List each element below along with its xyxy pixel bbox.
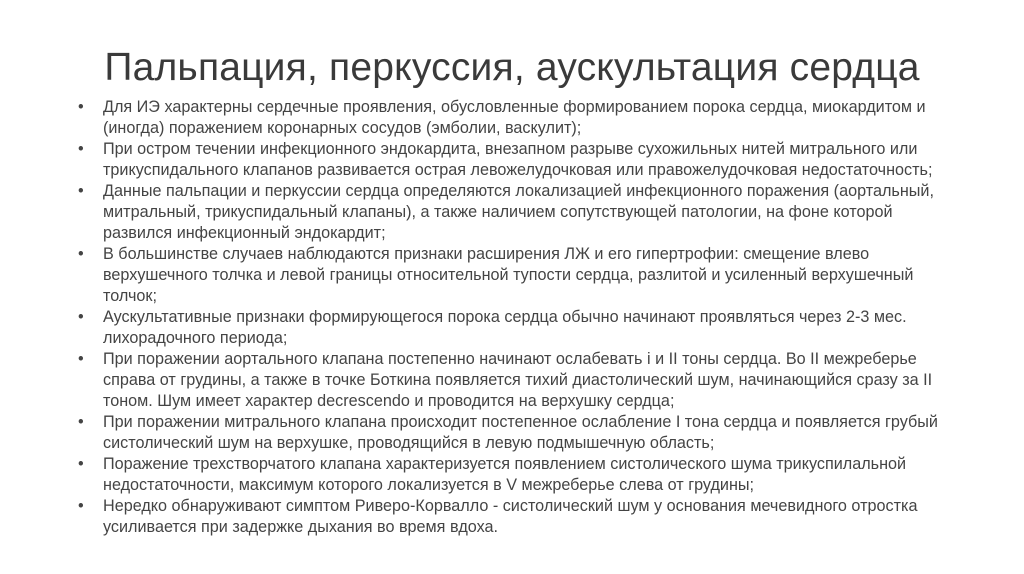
bullet-item: • Данные пальпации и перкуссии сердца определяются локализацией инфекционного поражения (аортальный, митральный, трикуспидальный клапаны), а также наличием сопутствующей патологии, на фоне которой развился инфекционный эндокардит; (78, 181, 948, 244)
bullet-item: • При остром течении инфекционного эндокардита, внезапном разрыве сухожильных нитей митрального или трикуспидального клапанов развивается острая левожелудочковая или правожелудочковая недостаточность; (78, 139, 948, 181)
bullet-item: • При поражении митрального клапана происходит постепенное ослабление I тона сердца и появляется грубый систолический шум на верхушке, проводящийся в левую подмышечную область; (78, 412, 948, 454)
bullet-item: • При поражении аортального клапана постепенно начинают ослабевать і и II тоны сердца. Во II межреберье справа от грудины, а также в точке Боткина появляется тихий диастолический шум, начинающийся сразу за II тоном. Шум имеет характер decrescendo и проводится на верхушку сердца; (78, 349, 948, 412)
bullet-item: • Нередко обнаруживают симптом Риверо-Корвалло - систолический шум у основания мечевидного отростка усиливается при задержке дыхания во время вдоха. (78, 496, 948, 538)
bullet-item: • В большинстве случаев наблюдаются признаки расширения ЛЖ и его гипертрофии: смещение влево верхушечного толчка и левой границы относительной тупости сердца, разлитой и усиленный верхушечный толчок; (78, 244, 948, 307)
bullet-item: • Аускультативные признаки формирующегося порока сердца обычно начинают проявляться через 2-3 мес. лихорадочного периода; (78, 307, 948, 349)
slide-title: Пальпация, перкуссия, аускультация сердца (104, 46, 920, 89)
bullet-item: • Для ИЭ характерны сердечные проявления, обусловленные формированием порока сердца, миокардитом и (иногда) поражением коронарных сосудов (эмболии, васкулит); (78, 97, 948, 139)
bullet-list (78, 97, 948, 538)
bullet-item: • Поражение трехстворчатого клапана характеризуется появлением систолического шума трикуспилальной недостаточности, максимум которого локализуется в V межреберье слева от грудины; (78, 454, 948, 496)
